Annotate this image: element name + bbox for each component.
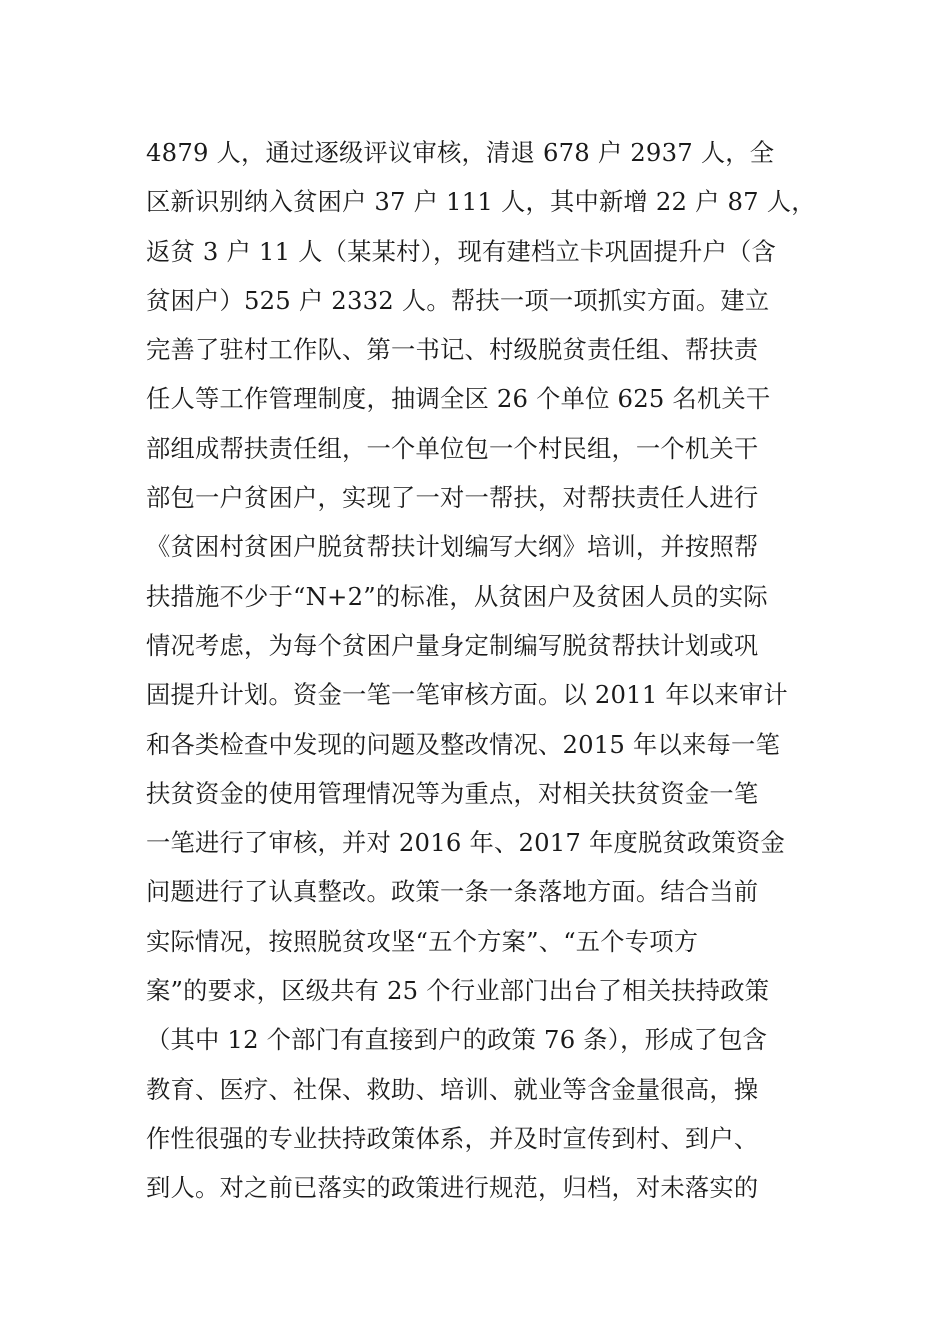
text-line-2: 区新识别纳入贫困户 37 户 111 人，其中新增 22 户 87 人， [146,187,816,217]
text-line-6: 任人等工作管理制度，抽调全区 26 个单位 625 名机关干 [146,384,771,414]
body-paragraph [146,128,846,1213]
text-line-22: 到人。对之前已落实的政策进行规范，归档，对未落实的 [146,1173,759,1203]
text-line-18: 案”的要求，区级共有 25 个行业部门出台了相关扶持政策 [146,976,770,1006]
text-line-15: 一笔进行了审核，并对 2016 年、2017 年度脱贫政策资金 [146,828,785,858]
text-line-12: 固提升计划。资金一笔一笔审核方面。以 2011 年以来审计 [146,680,788,710]
text-line-21: 作性很强的专业扶持政策体系，并及时宣传到村、到户、 [146,1123,759,1153]
text-line-10: 扶措施不少于“N+2”的标准，从贫困户及贫困人员的实际 [146,581,768,611]
text-line-17: 实际情况，按照脱贫攻坚“五个方案”、“五个专项方 [146,926,699,956]
text-line-16: 问题进行了认真整改。政策一条一条落地方面。结合当前 [146,877,759,907]
text-line-14: 扶贫资金的使用管理情况等为重点，对相关扶贫资金一笔 [146,778,759,808]
text-line-3: 返贫 3 户 11 人（某某村），现有建档立卡巩固提升户（含 [146,236,776,266]
text-line-19: （其中 12 个部门有直接到户的政策 76 条），形成了包含 [146,1025,768,1055]
text-line-8: 部包一户贫困户，实现了一对一帮扶，对帮扶责任人进行 [146,483,759,513]
text-line-7: 部组成帮扶责任组，一个单位包一个村民组，一个机关干 [146,433,759,463]
text-line-1: 4879 人，通过逐级评议审核，清退 678 户 2937 人，全 [146,138,775,167]
text-line-11: 情况考虑，为每个贫困户量身定制编写脱贫帮扶计划或巩 [146,630,759,660]
text-line-13: 和各类检查中发现的问题及整改情况、2015 年以来每一笔 [146,729,780,759]
text-line-4: 贫困户）525 户 2332 人。帮扶一项一项抓实方面。建立 [146,285,770,315]
text-line-5: 完善了驻村工作队、第一书记、村级脱贫责任组、帮扶责 [146,335,759,365]
text-line-20: 教育、医疗、社保、救助、培训、就业等含金量很高，操 [146,1074,759,1104]
text-line-9: 《贫困村贫困户脱贫帮扶计划编写大纲》培训，并按照帮 [146,532,759,562]
